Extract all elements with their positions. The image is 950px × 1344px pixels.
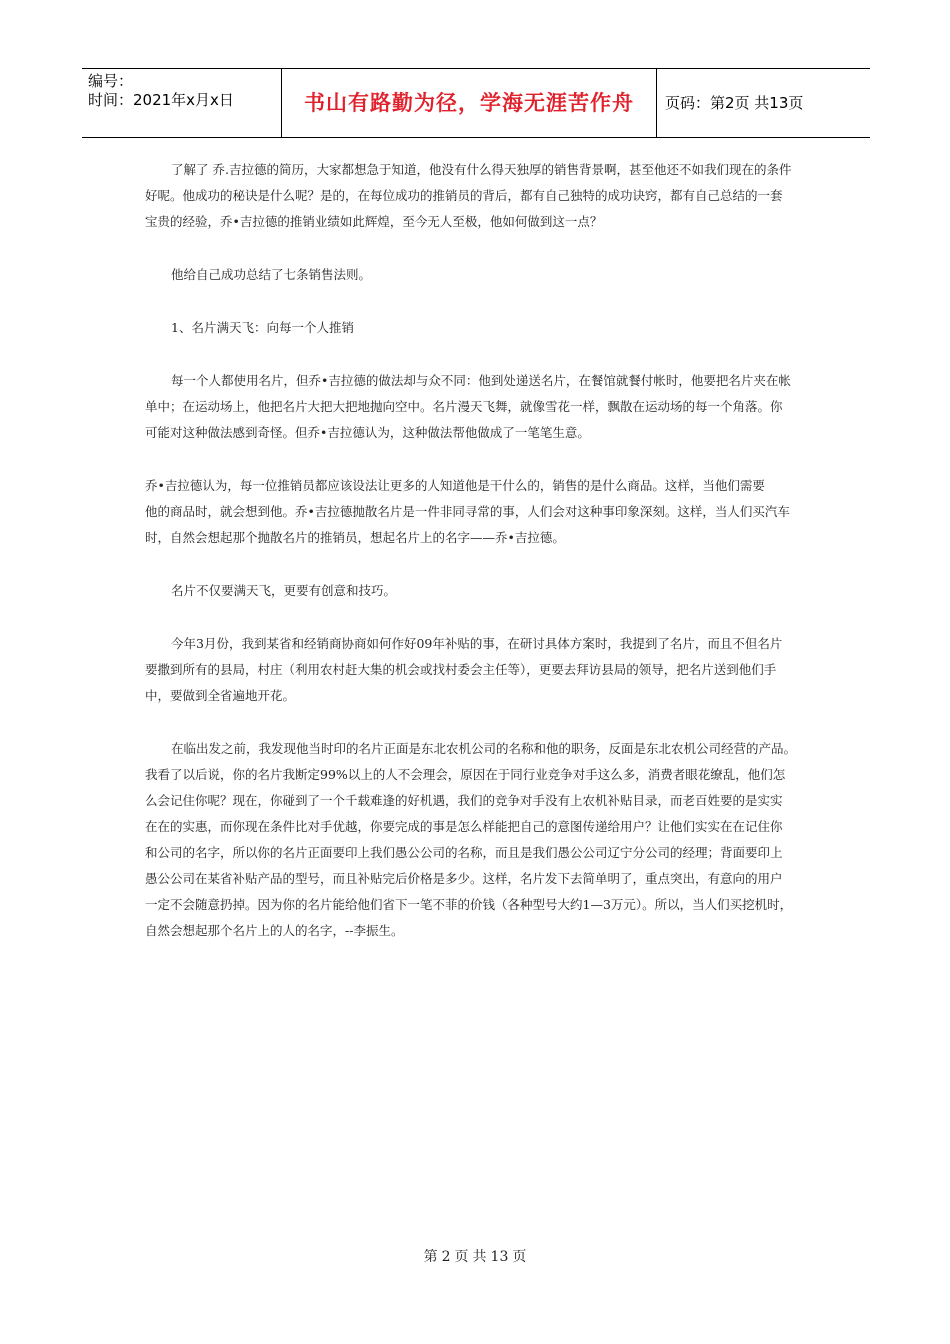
- footer-text: 13: [490, 1249, 509, 1265]
- paragraph: [145, 736, 815, 944]
- paragraph-line: 每一个人都使用名片，但乔•吉拉德的做法却与众不同：他到处递送名片，在餐馆就餐付帐时，他要把名片夹在帐: [171, 373, 791, 388]
- paragraph-line: 我看了以后说，你的名片我断定99%以上的人不会理会，原因在于同行业竞争对手这么多，消费者眼花缭乱，他们怎: [145, 767, 786, 782]
- paragraph-line: 乔•吉拉德认为，每一位推销员都应该设法让更多的人知道他是干什么的，销售的是什么商品。这样，当他们需要: [145, 478, 765, 493]
- paragraph: [145, 368, 815, 446]
- paragraph-line: 在临出发之前，我发现他当时印的名片正面是东北农机公司的名称和他的职务，反面是东北农机公司经营的产品。: [171, 741, 797, 756]
- paragraph-line: 他的商品时，就会想到他。乔•吉拉德抛散名片是一件非同寻常的事，人们会对这种事印象深刻。这样，当人们买汽车: [145, 504, 790, 519]
- paragraph-line: 了解了 乔.吉拉德的简历，大家都想急于知道，他没有什么得天独厚的销售背景啊，甚至他还不如我们现在的条件: [171, 162, 792, 177]
- paragraph: [145, 262, 815, 288]
- paragraph-line: 在在的实惠，而你现在条件比对手优越，你要完成的事是怎么样能把自己的意图传递给用户？让他们实实在在记住你: [145, 819, 783, 834]
- paragraph-line: 愚公公司在某省补贴产品的型号，而且补贴完后价格是多少。这样，名片发下去简单明了，重点突出，有意向的用户: [145, 871, 783, 886]
- paragraph: [145, 157, 815, 235]
- paragraph-line: 他给自己成功总结了七条销售法则。: [171, 267, 372, 282]
- paragraph-line: 要撒到所有的县局，村庄（利用农村赶大集的机会或找村委会主任等），更要去拜访县局的领导，把名片送到他们手: [145, 662, 777, 677]
- header-motto: 书山有路勤为径，学海无涯苦作舟: [282, 69, 657, 137]
- paragraph: [145, 631, 815, 709]
- footer-text: 共: [472, 1249, 487, 1265]
- paragraph-line: 么会记住你呢？现在，你碰到了一个千载难逢的好机遇，我们的竞争对手没有上农机补贴目录，而老百姓要的是实实: [145, 793, 783, 808]
- paragraph-line: 好呢。他成功的秘诀是什么呢？是的，在每位成功的推销员的背后，都有自己独特的成功诀窍，都有自己总结的一套: [145, 188, 783, 203]
- footer-text: 页: [454, 1249, 469, 1265]
- document-date-label: 时间：2021年x月x日: [88, 91, 234, 109]
- paragraph-line: 可能对这种做法感到奇怪。但乔•吉拉德认为，这种做法帮他做成了一笔笔生意。: [145, 425, 590, 440]
- paragraph-line: 今年3月份，我到某省和经销商协商如何作好09年补贴的事，在研讨具体方案时，我提到了名片，而且不但名片: [171, 636, 783, 651]
- paragraph-line: 中，要做到全省遍地开花。: [145, 688, 296, 703]
- paragraph: [145, 578, 815, 604]
- paragraph-line: 和公司的名字，所以你的名片正面要印上我们愚公公司的名称，而且是我们愚公公司辽宁分公司的经理；背面要印上: [145, 845, 783, 860]
- paragraph-line: 时，自然会想起那个抛散名片的推销员，想起名片上的名字——乔•吉拉德。: [145, 530, 565, 545]
- page-footer: [0, 1246, 950, 1266]
- paragraph-line: 一定不会随意扔掉。因为你的名片能给他们省下一笔不菲的价钱（各种型号大约1—3万元）。所以，当人们买挖机时，: [145, 897, 793, 912]
- document-number-label: 编号：: [88, 72, 134, 90]
- paragraph-line: 名片不仅要满天飞，更要有创意和技巧。: [171, 583, 397, 598]
- paragraph-line: 宝贵的经验，乔•吉拉德的推销业绩如此辉煌，至今无人至极，他如何做到这一点？: [145, 214, 603, 229]
- footer-text: 页: [512, 1249, 527, 1265]
- paragraph-line: 单中；在运动场上，他把名片大把大把地抛向空中。名片漫天飞舞，就像雪花一样，飘散在运动场的每一个角落。你: [145, 399, 783, 414]
- page-header: [82, 68, 870, 138]
- footer-text: 2: [441, 1249, 451, 1265]
- footer-text: 第: [423, 1249, 438, 1265]
- paragraph: [145, 473, 815, 551]
- header-meta: [82, 69, 282, 137]
- header-page-indicator: 页码：第2页 共13页: [665, 94, 804, 112]
- document-body: [145, 157, 815, 944]
- paragraph-line: 1、名片满天飞：向每一个人推销: [171, 320, 354, 335]
- paragraph: [145, 315, 815, 341]
- paragraph-line: 自然会想起那个名片上的人的名字，--李振生。: [145, 923, 404, 938]
